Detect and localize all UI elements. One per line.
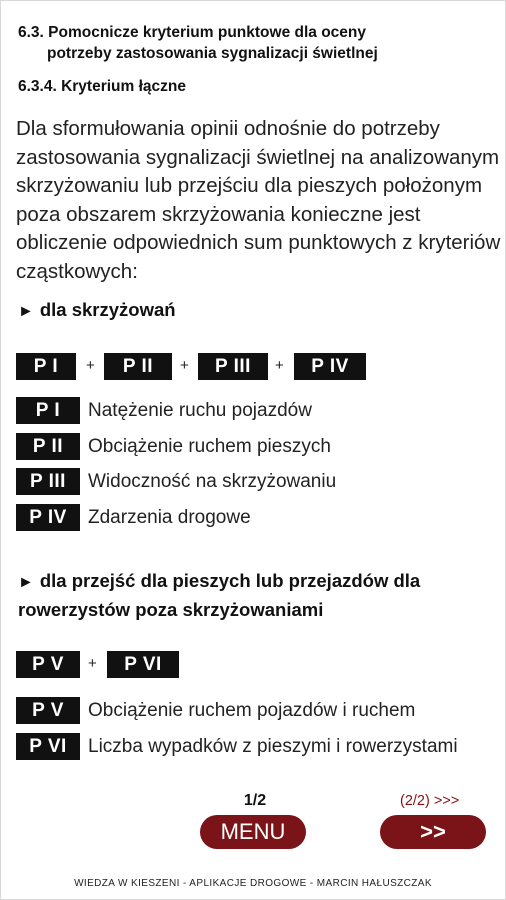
- footer-credits: WIEDZA W KIESZENI - APLIKACJE DROGOWE - MARCIN HAŁUSZCZAK: [74, 878, 432, 889]
- plus-sign: +: [180, 357, 189, 374]
- formula-box-p4: P IV: [294, 353, 366, 380]
- section2-heading: [18, 567, 420, 623]
- plus-sign: +: [275, 357, 284, 374]
- legend-code: P VI: [16, 733, 80, 760]
- formula-box-p6: P VI: [107, 651, 179, 678]
- legend-text: Obciążenie ruchem pojazdów i ruchem: [88, 700, 416, 721]
- formula-box-p2: P II: [104, 353, 172, 380]
- section1-heading: [18, 296, 176, 325]
- legend-code: P I: [16, 397, 80, 424]
- page-title-line2: potrzeby zastosowania sygnalizacji świetlnej: [47, 45, 378, 62]
- legend-code: P III: [16, 468, 80, 495]
- legend-text: Natężenie ruchu pojazdów: [88, 400, 312, 421]
- section2-title-line2: rowerzystów poza skrzyżowaniami: [18, 599, 324, 620]
- legend-text: Widoczność na skrzyżowaniu: [88, 471, 337, 492]
- plus-sign: +: [88, 655, 97, 672]
- menu-button[interactable]: MENU: [200, 815, 306, 849]
- section1-title: dla skrzyżowań: [39, 299, 176, 320]
- page-indicator: 1/2: [243, 792, 267, 809]
- legend-text: Liczba wypadków z pieszymi i rowerzystami: [88, 736, 458, 757]
- section-subtitle: 6.3.4. Kryterium łączne: [18, 78, 186, 95]
- legend-code: P IV: [16, 504, 80, 531]
- next-page-button[interactable]: >>: [380, 815, 486, 849]
- legend-text: Zdarzenia drogowe: [88, 507, 251, 528]
- legend-code: P II: [16, 433, 80, 460]
- next-page-label: (2/2) >>>: [400, 793, 460, 809]
- formula-box-p3: P III: [198, 353, 268, 380]
- legend-text: Obciążenie ruchem pieszych: [88, 436, 331, 457]
- formula-box-p1: P I: [16, 353, 76, 380]
- section2-title-line1: dla przejść dla pieszych lub przejazdów dla: [39, 570, 421, 591]
- legend-code: P V: [16, 697, 80, 724]
- arrow-right-icon: ►: [18, 303, 34, 320]
- arrow-right-icon: ►: [18, 574, 34, 591]
- page-title: [18, 22, 498, 64]
- intro-paragraph: Dla sformułowania opinii odnośnie do potrzeby zastosowania sygnalizacji świetlnej na analizowanym skrzyżowaniu lub przejściu dla pieszych położonym poza obszarem skrzyżowania konieczne jest obliczenie odpowiednich sum punktowych z kryteriów cząstkowych:: [16, 117, 501, 283]
- formula-box-p5: P V: [16, 651, 80, 678]
- plus-sign: +: [86, 357, 95, 374]
- page-title-line1: 6.3. Pomocnicze kryterium punktowe dla oceny: [18, 24, 366, 41]
